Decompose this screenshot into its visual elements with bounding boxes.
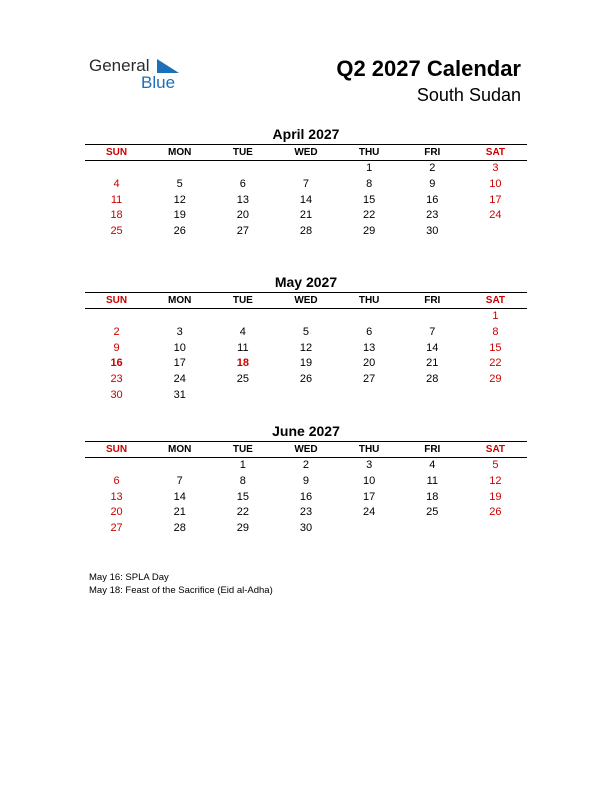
day-cell: 1	[492, 310, 499, 322]
day-cell: 28	[173, 522, 186, 535]
day-cell: 14	[173, 490, 186, 503]
day-cell: 4	[429, 459, 436, 471]
day-cell: 10	[173, 341, 186, 354]
month-title: May 2027	[274, 274, 338, 290]
page-title: Q2 2027 Calendar	[336, 56, 521, 81]
day-cell: 15	[489, 341, 502, 354]
day-cell: 13	[110, 490, 123, 503]
weekday-wed: WED	[294, 295, 318, 306]
day-cell: 27	[363, 373, 376, 386]
day-cell: 23	[110, 373, 123, 386]
empty-cell	[85, 309, 148, 325]
day-cell: 15	[363, 193, 376, 206]
day-cell: 20	[236, 209, 249, 222]
empty-cell	[148, 309, 211, 325]
weekday-wed: WED	[294, 147, 318, 158]
day-cell: 26	[299, 373, 313, 386]
day-grid	[85, 309, 527, 404]
empty-cell	[85, 458, 148, 474]
day-cell: 16	[426, 193, 439, 206]
day-cell: 19	[173, 209, 186, 222]
day-cell: 11	[237, 341, 249, 354]
weekday-tue: TUE	[232, 147, 253, 158]
day-grid	[85, 161, 527, 240]
weekday-sun: SUN	[106, 295, 128, 306]
day-cell: 24	[363, 506, 376, 519]
day-cell: 8	[366, 177, 373, 190]
day-cell: 26	[489, 506, 502, 519]
empty-cell	[211, 309, 274, 325]
day-cell: 7	[429, 325, 436, 338]
day-cell: 13	[363, 341, 376, 354]
weekday-mon: MON	[168, 295, 192, 306]
day-cell: 5	[302, 325, 310, 338]
day-cell: 13	[236, 193, 249, 206]
day-cell: 6	[366, 325, 373, 338]
day-cell: 30	[426, 225, 439, 238]
holiday-note: May 16: SPLA Day	[89, 572, 169, 583]
empty-cell	[148, 458, 211, 474]
day-cell: 20	[363, 357, 376, 370]
day-cell: 11	[110, 193, 123, 206]
month-april	[85, 125, 527, 240]
day-cell: 29	[363, 225, 376, 238]
day-cell: 30	[110, 388, 123, 401]
day-cell: 23	[299, 506, 313, 519]
day-cell: 24	[173, 373, 186, 386]
empty-cell	[274, 309, 337, 325]
weekday-fri: FRI	[424, 444, 441, 455]
day-cell: 28	[299, 225, 313, 238]
empty-cell	[401, 309, 464, 325]
empty-cell	[85, 161, 148, 177]
day-cell: 19	[489, 490, 502, 503]
day-cell: 3	[176, 325, 183, 338]
day-cell: 9	[429, 177, 436, 190]
month-title: June 2027	[272, 423, 340, 439]
weekday-fri: FRI	[424, 147, 441, 158]
weekday-sat: SAT	[485, 444, 506, 455]
day-cell: 17	[363, 490, 376, 503]
day-grid	[85, 458, 527, 537]
month-title: April 2027	[272, 126, 340, 142]
empty-cell	[148, 161, 211, 177]
day-cell: 11	[426, 474, 438, 487]
day-cell: 12	[173, 193, 186, 206]
day-cell: 19	[299, 357, 313, 370]
weekday-thu: THU	[358, 295, 380, 306]
day-cell: 29	[236, 522, 249, 535]
holiday-note: May 18: Feast of the Sacrifice (Eid al-Adha)	[89, 585, 273, 596]
weekday-sat: SAT	[485, 147, 506, 158]
day-cell: 10	[489, 177, 502, 190]
day-cell: 12	[299, 341, 313, 354]
day-cell: 29	[489, 373, 502, 386]
day-cell: 5	[176, 177, 183, 190]
logo-flag-icon	[157, 59, 179, 73]
weekday-tue: TUE	[232, 444, 253, 455]
day-cell: 6	[113, 474, 120, 487]
day-cell: 18	[426, 490, 439, 503]
weekday-mon: MON	[168, 147, 192, 158]
day-cell: 22	[489, 357, 502, 370]
day-cell: 22	[236, 506, 249, 519]
day-cell: 5	[492, 459, 499, 471]
weekday-sat: SAT	[485, 295, 506, 306]
day-cell: 25	[426, 506, 439, 519]
weekday-header	[85, 144, 527, 161]
day-cell: 18	[110, 209, 123, 222]
logo	[89, 56, 189, 96]
day-cell: 15	[236, 490, 249, 503]
day-cell: 21	[426, 357, 439, 370]
day-cell: 2	[302, 459, 310, 471]
day-cell: 24	[489, 209, 502, 222]
country-name: South Sudan	[416, 85, 521, 105]
weekday-fri: FRI	[424, 295, 441, 306]
day-cell: 1	[239, 459, 246, 471]
day-cell: 12	[489, 474, 502, 487]
weekday-thu: THU	[358, 444, 380, 455]
day-cell: 16	[299, 490, 313, 503]
day-cell: 9	[302, 474, 310, 487]
day-cell: 7	[302, 177, 310, 190]
day-cell: 8	[239, 474, 246, 487]
logo-word-general: General	[89, 56, 150, 75]
day-cell: 4	[113, 177, 120, 190]
day-cell: 3	[492, 162, 499, 174]
empty-cell	[338, 309, 401, 325]
weekday-thu: THU	[358, 147, 380, 158]
day-cell: 26	[173, 225, 186, 238]
day-cell: 27	[110, 522, 123, 535]
weekday-tue: TUE	[232, 295, 253, 306]
day-cell-holiday: 18	[236, 357, 249, 370]
weekday-header	[85, 292, 527, 309]
day-cell: 9	[113, 341, 120, 354]
day-cell: 21	[173, 506, 186, 519]
day-cell-holiday: 16	[110, 357, 123, 370]
month-may	[85, 273, 527, 404]
day-cell: 14	[299, 193, 313, 206]
day-cell: 20	[110, 506, 123, 519]
day-cell: 28	[426, 373, 439, 386]
day-cell: 1	[366, 162, 373, 174]
day-cell: 14	[426, 341, 439, 354]
weekday-sun: SUN	[106, 444, 128, 455]
day-cell: 2	[429, 162, 436, 174]
weekday-sun: SUN	[106, 147, 128, 158]
day-cell: 4	[239, 325, 246, 338]
holiday-notes	[89, 571, 273, 597]
day-cell: 22	[363, 209, 376, 222]
weekday-mon: MON	[168, 444, 192, 455]
month-june	[85, 422, 527, 537]
empty-cell	[211, 161, 274, 177]
day-cell: 3	[366, 459, 373, 471]
day-cell: 7	[176, 474, 183, 487]
day-cell: 25	[110, 225, 123, 238]
weekday-header	[85, 441, 527, 458]
day-cell: 8	[492, 325, 499, 338]
day-cell: 31	[173, 388, 186, 401]
day-cell: 23	[426, 209, 439, 222]
day-cell: 2	[113, 325, 120, 338]
weekday-wed: WED	[294, 444, 318, 455]
day-cell: 30	[299, 522, 313, 535]
empty-cell	[274, 161, 337, 177]
day-cell: 6	[239, 177, 246, 190]
logo-word-blue: Blue	[141, 73, 176, 92]
day-cell: 27	[236, 225, 249, 238]
day-cell: 10	[363, 474, 376, 487]
day-cell: 25	[236, 373, 249, 386]
day-cell: 21	[299, 209, 313, 222]
day-cell: 17	[173, 357, 186, 370]
day-cell: 17	[489, 193, 502, 206]
